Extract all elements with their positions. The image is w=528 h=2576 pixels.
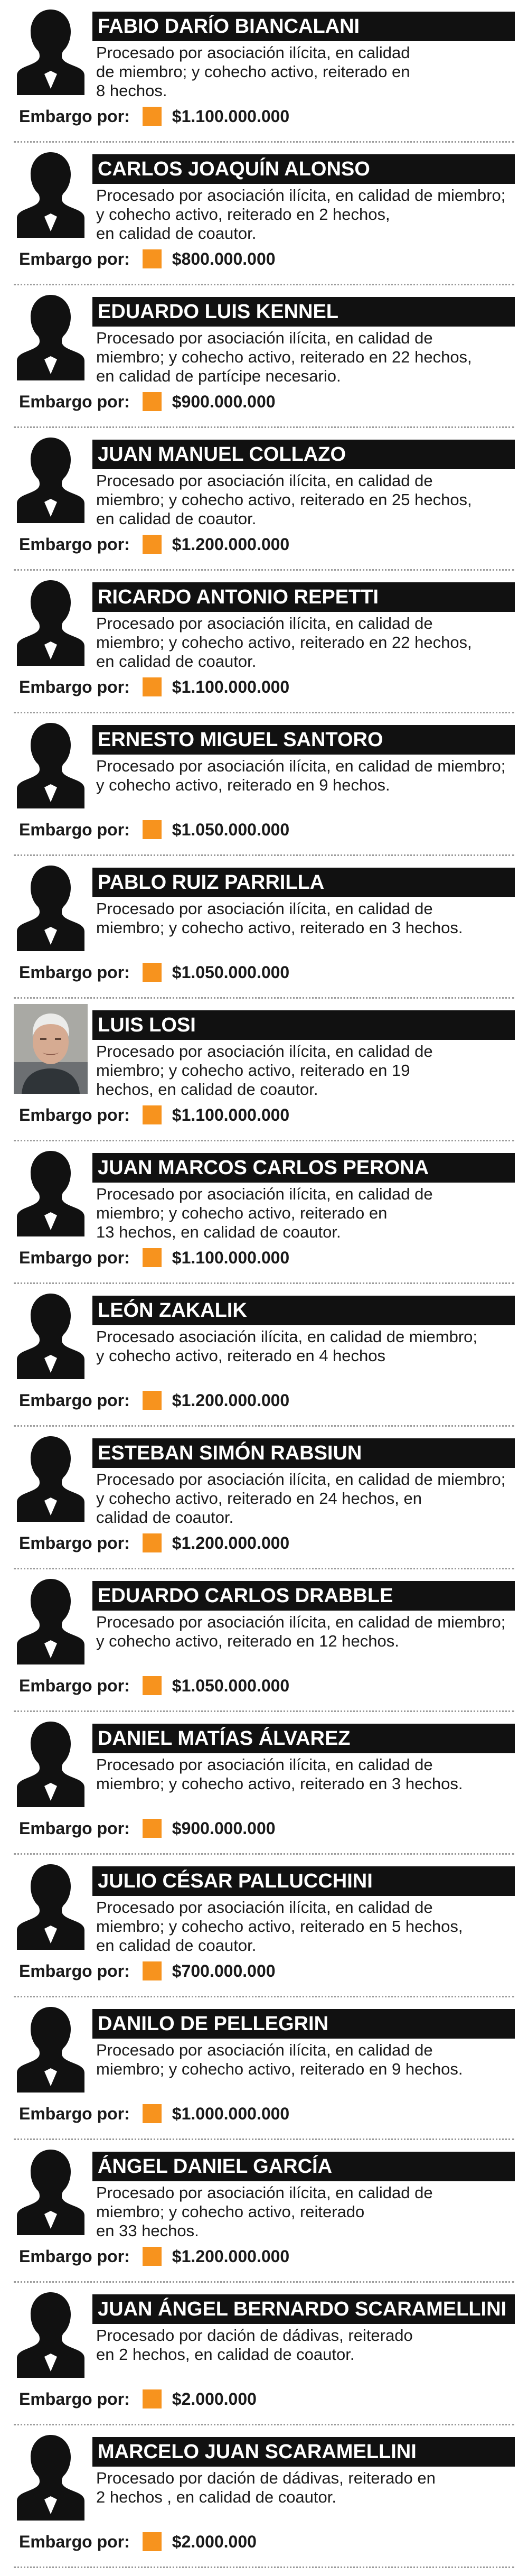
person-card <box>0 285 528 428</box>
avatar <box>14 148 88 238</box>
silhouette-icon <box>14 2145 88 2235</box>
avatar <box>14 1575 88 1664</box>
embargo-swatch <box>143 677 162 696</box>
person-name: ERNESTO MIGUEL SANTORO <box>92 725 515 755</box>
person-name: CARLOS JOAQUÍN ALONSO <box>92 154 515 184</box>
silhouette-icon <box>14 148 88 238</box>
avatar <box>14 291 88 380</box>
embargo-row <box>19 2531 257 2552</box>
person-description: Procesado por asociación ilícita, en calidad de miembro; y cohecho activo, reiterado en 5 hechos, en calidad de coautor. <box>96 1898 463 1955</box>
person-name: DANILO DE PELLEGRIN <box>92 2009 515 2039</box>
person-card <box>0 1997 528 2140</box>
embargo-row <box>19 962 289 983</box>
embargo-label: Embargo por: <box>19 2389 130 2408</box>
silhouette-icon <box>14 433 88 523</box>
person-name: MARCELO JUAN SCARAMELLINI <box>92 2437 515 2467</box>
embargo-swatch <box>143 2532 162 2551</box>
embargo-row <box>19 248 276 269</box>
embargo-label: Embargo por: <box>19 392 130 411</box>
embargo-amount: $700.000.000 <box>172 1961 276 1980</box>
avatar <box>14 1432 88 1522</box>
avatar <box>14 1289 88 1379</box>
person-description: Procesado por dación de dádivas, reiterado en 2 hechos , en calidad de coautor. <box>96 2469 436 2506</box>
person-description: Procesado por dación de dádivas, reiterado en 2 hechos, en calidad de coautor. <box>96 2326 413 2364</box>
person-name: JULIO CÉSAR PALLUCCHINI <box>92 1866 515 1896</box>
embargo-label: Embargo por: <box>19 1105 130 1124</box>
embargo-amount: $1.000.000.000 <box>172 2104 290 2123</box>
embargo-row <box>19 106 289 127</box>
embargo-amount: $1.050.000.000 <box>172 1676 290 1695</box>
avatar <box>14 5 88 95</box>
silhouette-icon <box>14 1147 88 1236</box>
avatar <box>14 2145 88 2235</box>
embargo-amount: $1.200.000.000 <box>172 1533 290 1552</box>
person-name: ESTEBAN SIMÓN RABSIUN <box>92 1438 515 1468</box>
embargo-label: Embargo por: <box>19 2246 130 2266</box>
embargo-amount: $2.000.000 <box>172 2389 257 2408</box>
person-description: Procesado por asociación ilícita, en calidad de miembro; y cohecho activo, reiterado en 25 hechos, en calidad de coautor. <box>96 471 472 528</box>
embargo-swatch <box>143 249 162 268</box>
silhouette-icon <box>14 1575 88 1664</box>
embargo-label: Embargo por: <box>19 249 130 268</box>
embargo-label: Embargo por: <box>19 1248 130 1267</box>
embargo-row <box>19 2103 289 2124</box>
person-card <box>0 999 528 1141</box>
embargo-row <box>19 1818 276 1839</box>
embargo-row <box>19 2388 257 2410</box>
embargo-swatch <box>143 2247 162 2266</box>
avatar <box>14 1860 88 1950</box>
embargo-row <box>19 819 289 840</box>
person-name: EDUARDO LUIS KENNEL <box>92 297 515 327</box>
avatar <box>14 1147 88 1236</box>
person-card <box>0 2425 528 2568</box>
person-description: Procesado por asociación ilícita, en calidad de miembro; y cohecho activo, reiterado en 13 hechos, en calidad de coautor. <box>96 1185 433 1241</box>
silhouette-icon <box>14 291 88 380</box>
embargo-row <box>19 1247 289 1268</box>
embargo-row <box>19 1532 289 1554</box>
person-card <box>0 1712 528 1855</box>
embargo-amount: $1.100.000.000 <box>172 677 290 696</box>
embargo-label: Embargo por: <box>19 962 130 982</box>
person-card <box>0 1427 528 1569</box>
silhouette-icon <box>14 1432 88 1522</box>
embargo-row <box>19 391 276 412</box>
avatar <box>14 1004 88 1094</box>
person-description: Procesado por asociación ilícita, en calidad de miembro; y cohecho activo, reiterado en 2 hechos, en calidad de coautor. <box>96 186 506 243</box>
embargo-label: Embargo por: <box>19 1818 130 1838</box>
embargo-swatch <box>143 1961 162 1980</box>
embargo-row <box>19 534 289 555</box>
embargo-row <box>19 676 289 698</box>
person-description: Procesado por asociación ilícita, en calidad de miembro; y cohecho activo, reiterado en 9 hechos. <box>96 2041 463 2078</box>
embargo-label: Embargo por: <box>19 1390 130 1410</box>
silhouette-icon <box>14 2003 88 2093</box>
embargo-amount: $1.200.000.000 <box>172 2246 290 2266</box>
person-name: RICARDO ANTONIO REPETTI <box>92 582 515 612</box>
person-name: JUAN MANUEL COLLAZO <box>92 440 515 469</box>
person-description: Procesado por asociación ilícita, en calidad de miembro; y cohecho activo, reiterado en 19 hechos, en calidad de coautor. <box>96 1042 433 1099</box>
embargo-label: Embargo por: <box>19 677 130 696</box>
silhouette-icon <box>14 861 88 951</box>
silhouette-icon <box>14 1289 88 1379</box>
embargo-swatch <box>143 963 162 982</box>
avatar <box>14 1717 88 1807</box>
person-description: Procesado por asociación ilícita, en calidad de miembro; y cohecho activo, reiterado en 9 hechos. <box>96 757 506 794</box>
embargo-amount: $1.050.000.000 <box>172 962 290 982</box>
person-name: FABIO DARÍO BIANCALANI <box>92 12 515 41</box>
embargo-label: Embargo por: <box>19 1676 130 1695</box>
embargo-swatch <box>143 820 162 839</box>
person-name: PABLO RUIZ PARRILLA <box>92 868 515 897</box>
person-card <box>0 2283 528 2425</box>
person-card <box>0 713 528 856</box>
silhouette-icon <box>14 5 88 95</box>
person-description: Procesado por asociación ilícita, en calidad de miembro; y cohecho activo, reiterado en 3 hechos. <box>96 899 463 937</box>
person-card <box>0 571 528 713</box>
person-card <box>0 0 528 143</box>
person-description: Procesado por asociación ilícita, en calidad de miembro; y cohecho activo, reiterado en 3 hechos. <box>96 1755 463 1793</box>
embargo-label: Embargo por: <box>19 2104 130 2123</box>
person-name: LUIS LOSI <box>92 1010 515 1040</box>
embargo-swatch <box>143 1819 162 1838</box>
divider <box>14 2566 514 2568</box>
person-description: Procesado por asociación ilícita, en calidad de miembro; y cohecho activo, reiterado en 33 hechos. <box>96 2183 433 2240</box>
person-card <box>0 143 528 285</box>
embargo-amount: $2.000.000 <box>172 2532 257 2551</box>
embargo-amount: $1.100.000.000 <box>172 106 290 126</box>
embargo-amount: $1.100.000.000 <box>172 1248 290 1267</box>
person-card <box>0 428 528 571</box>
person-name: EDUARDO CARLOS DRABBLE <box>92 1581 515 1611</box>
embargo-amount: $1.200.000.000 <box>172 1390 290 1410</box>
person-card <box>0 1284 528 1427</box>
embargo-amount: $1.050.000.000 <box>172 820 290 839</box>
silhouette-icon <box>14 1860 88 1950</box>
embargo-label: Embargo por: <box>19 106 130 126</box>
person-card <box>0 1141 528 1284</box>
embargo-swatch <box>143 1248 162 1267</box>
embargo-swatch <box>143 2389 162 2408</box>
person-description: Procesado asociación ilícita, en calidad de miembro; y cohecho activo, reiterado en 4 hechos <box>96 1327 477 1365</box>
embargo-swatch <box>143 1105 162 1124</box>
person-description: Procesado por asociación ilícita, en calidad de miembro; y cohecho activo, reiterado en 8 hechos. <box>96 43 410 100</box>
embargo-label: Embargo por: <box>19 2532 130 2551</box>
embargo-swatch <box>143 1533 162 1552</box>
embargo-row <box>19 1675 289 1696</box>
person-description: Procesado por asociación ilícita, en calidad de miembro; y cohecho activo, reiterado en 22 hechos, en calidad de coautor. <box>96 614 472 671</box>
embargo-row <box>19 1104 289 1126</box>
embargo-label: Embargo por: <box>19 820 130 839</box>
silhouette-icon <box>14 2431 88 2521</box>
person-description: Procesado por asociación ilícita, en calidad de miembro; y cohecho activo, reiterado en 24 hechos, en calidad de coautor. <box>96 1470 506 1527</box>
avatar <box>14 2288 88 2378</box>
person-description: Procesado por asociación ilícita, en calidad de miembro; y cohecho activo, reiterado en 12 hechos. <box>96 1613 506 1650</box>
person-card <box>0 2140 528 2283</box>
person-name: JUAN ÁNGEL BERNARDO SCARAMELLINI <box>92 2294 515 2324</box>
embargo-swatch <box>143 107 162 126</box>
embargo-label: Embargo por: <box>19 1961 130 1980</box>
person-name: DANIEL MATÍAS ÁLVAREZ <box>92 1724 515 1753</box>
portrait-photo <box>14 1004 88 1094</box>
avatar <box>14 861 88 951</box>
embargo-amount: $900.000.000 <box>172 1818 276 1838</box>
embargo-amount: $900.000.000 <box>172 392 276 411</box>
avatar <box>14 576 88 666</box>
embargo-amount: $800.000.000 <box>172 249 276 268</box>
embargo-row <box>19 1390 289 1411</box>
person-card <box>0 856 528 999</box>
embargo-swatch <box>143 1391 162 1410</box>
silhouette-icon <box>14 2288 88 2378</box>
embargo-swatch <box>143 535 162 554</box>
embargo-amount: $1.100.000.000 <box>172 1105 290 1124</box>
person-card <box>0 1569 528 1712</box>
person-description: Procesado por asociación ilícita, en calidad de miembro; y cohecho activo, reiterado en 22 hechos, en calidad de partícipe necesario. <box>96 329 472 385</box>
silhouette-icon <box>14 576 88 666</box>
embargo-label: Embargo por: <box>19 1533 130 1552</box>
embargo-swatch <box>143 1676 162 1695</box>
person-name: ÁNGEL DANIEL GARCÍA <box>92 2152 515 2181</box>
avatar <box>14 2003 88 2093</box>
embargo-swatch <box>143 392 162 411</box>
avatar <box>14 719 88 808</box>
embargo-label: Embargo por: <box>19 534 130 554</box>
avatar <box>14 433 88 523</box>
person-name: LEÓN ZAKALIK <box>92 1296 515 1325</box>
avatar <box>14 2431 88 2521</box>
embargo-row <box>19 2246 289 2267</box>
embargo-swatch <box>143 2104 162 2123</box>
person-card <box>0 1855 528 1997</box>
silhouette-icon <box>14 719 88 808</box>
person-name: JUAN MARCOS CARLOS PERONA <box>92 1153 515 1183</box>
silhouette-icon <box>14 1717 88 1807</box>
embargo-row <box>19 1960 276 1982</box>
embargo-amount: $1.200.000.000 <box>172 534 290 554</box>
